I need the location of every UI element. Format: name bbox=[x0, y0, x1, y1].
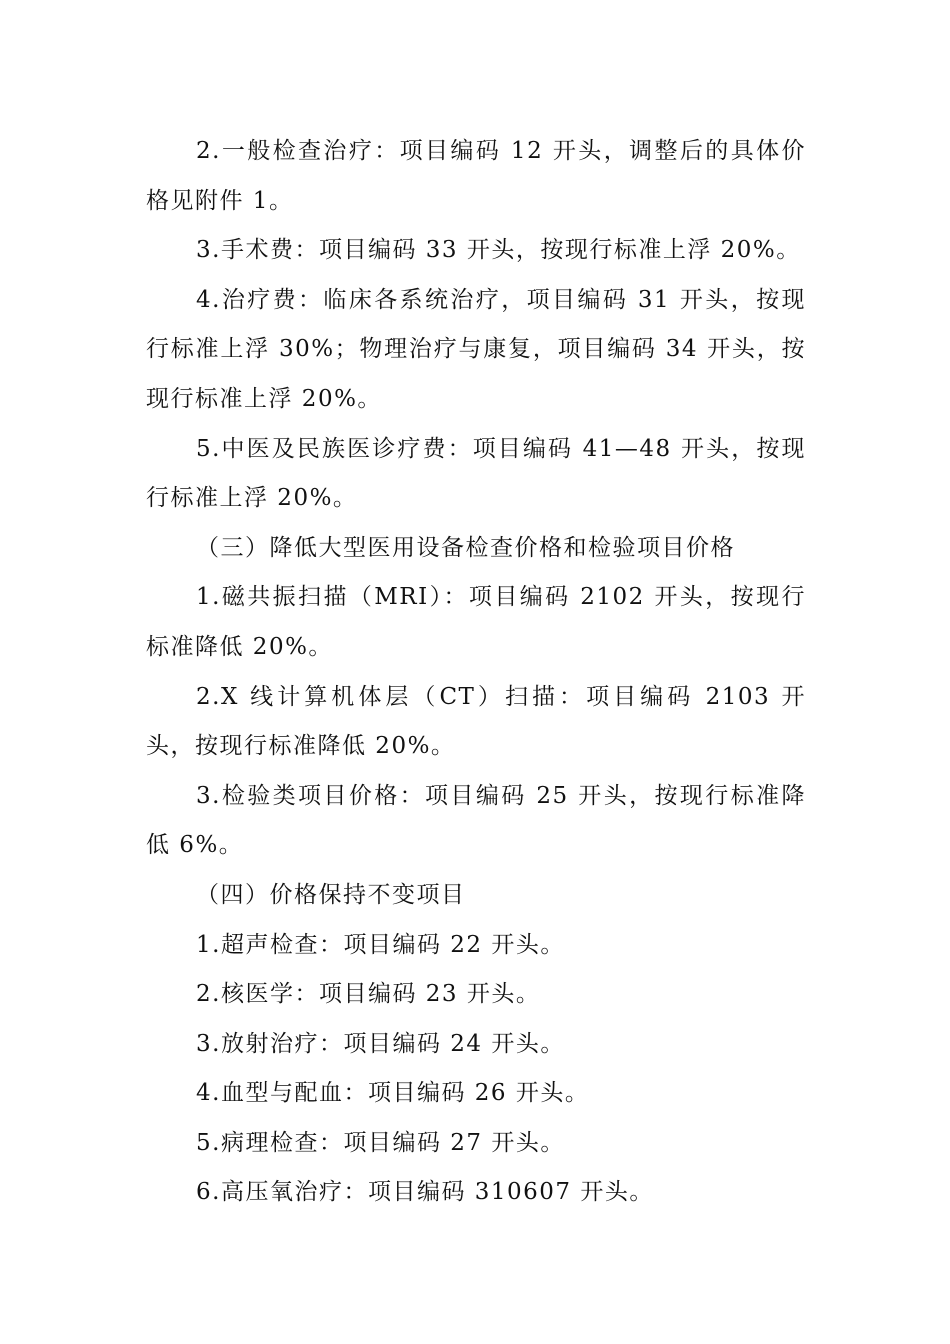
paragraph-tcm-fee: 5.中医及民族医诊疗费：项目编码 41—48 开头，按现行标准上浮 20%。 bbox=[146, 435, 806, 512]
paragraph-blood-typing: 4.血型与配血：项目编码 26 开头。 bbox=[196, 1080, 590, 1107]
paragraph-radiotherapy: 3.放射治疗：项目编码 24 开头。 bbox=[196, 1030, 565, 1057]
section-heading-unchanged-items: （四）价格保持不变项目 bbox=[196, 881, 466, 908]
section-heading-reduce-prices: （三）降低大型医用设备检查价格和检验项目价格 bbox=[196, 534, 735, 561]
paragraph-treatment-fee: 4.治疗费：临床各系统治疗，项目编码 31 开头，按现行标准上浮 30%；物理治疗与康复，项目编码 34 开头，按现行标准上浮 20%。 bbox=[146, 286, 806, 412]
document-body bbox=[146, 127, 806, 1218]
paragraph-ultrasound: 1.超声检查：项目编码 22 开头。 bbox=[196, 931, 565, 958]
paragraph-nuclear-medicine: 2.核医学：项目编码 23 开头。 bbox=[196, 981, 541, 1008]
paragraph-hyperbaric-oxygen: 6.高压氧治疗：项目编码 310607 开头。 bbox=[196, 1179, 654, 1206]
paragraph-pathology: 5.病理检查：项目编码 27 开头。 bbox=[196, 1129, 565, 1156]
paragraph-general-exam: 2.一般检查治疗：项目编码 12 开头，调整后的具体价格见附件 1。 bbox=[146, 138, 806, 214]
paragraph-mri: 1.磁共振扫描（MRI）：项目编码 2102 开头，按现行标准降低 20%。 bbox=[146, 584, 806, 660]
paragraph-lab-tests: 3.检验类项目价格：项目编码 25 开头，按现行标准降低 6%。 bbox=[146, 782, 806, 859]
paragraph-ct: 2.X 线计算机体层（CT）扫描：项目编码 2103 开头，按现行标准降低 20%。 bbox=[146, 683, 806, 760]
paragraph-surgery-fee: 3.手术费：项目编码 33 开头，按现行标准上浮 20%。 bbox=[196, 237, 801, 264]
